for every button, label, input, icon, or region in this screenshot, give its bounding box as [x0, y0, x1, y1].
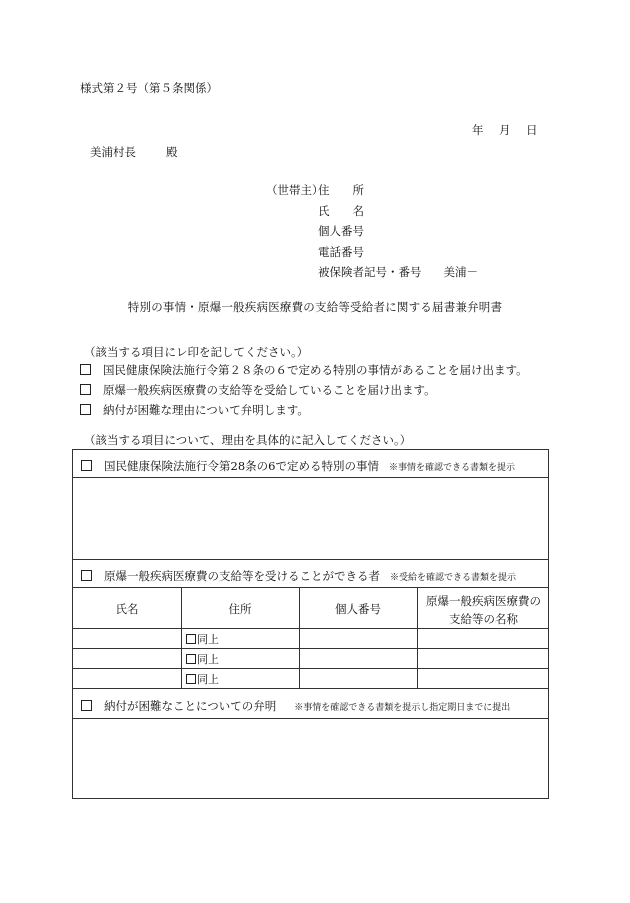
date-year: 年 — [472, 123, 484, 137]
col-header-name: 氏名 — [115, 602, 139, 616]
checkbox[interactable] — [81, 570, 92, 581]
field-personal-number: 個人番号 — [318, 224, 364, 238]
field-phone: 電話番号 — [318, 244, 364, 259]
addressee-name: 美浦村長 — [90, 145, 136, 159]
addressee — [90, 144, 178, 160]
document-title: 特別の事情・原爆一般疾病医療費の支給等受給者に関する届書兼弁明書 — [127, 300, 503, 314]
special-reason-input[interactable] — [73, 478, 548, 558]
divider — [73, 668, 548, 669]
checkbox[interactable] — [80, 364, 91, 375]
date-day: 日 — [526, 123, 538, 137]
field-insured-number — [318, 264, 478, 285]
divider — [73, 559, 548, 560]
explain-reason-input[interactable] — [73, 719, 548, 798]
same-address-option[interactable]: 同上 — [186, 671, 219, 687]
reason-form-table — [72, 449, 549, 799]
checkbox[interactable] — [186, 634, 196, 644]
applicant-fields — [318, 182, 478, 285]
section-explain-header: 納付が困難なことについての弁明 ※事情を確認できる書類を提示し指定期日までに提出 — [81, 698, 510, 714]
col-header-benefit: 原爆一般疾病医療費の 支給等の名称 — [426, 594, 541, 626]
insured-label: 被保険者記号・番号 — [318, 265, 422, 279]
check-item-explain[interactable]: 納付が困難な理由について弁明します。 — [80, 402, 528, 422]
insured-value: 美浦－ — [443, 265, 478, 279]
addressee-honorific: 殿 — [166, 145, 178, 159]
check-item-atomic[interactable]: 原爆一般疾病医療費の支給等を受給していることを届け出ます。 — [80, 382, 528, 402]
checklist — [80, 362, 528, 422]
col-header-address: 住所 — [228, 602, 252, 616]
same-address-option[interactable]: 同上 — [186, 651, 219, 667]
instruction-check: （該当する項目にレ印を記してください。） — [84, 345, 309, 359]
form-number: 様式第２号（第５条関係） — [80, 81, 218, 95]
checkbox[interactable] — [81, 700, 92, 711]
checkbox[interactable] — [81, 460, 92, 471]
checkbox[interactable] — [80, 404, 91, 415]
check-item-special[interactable]: 国民健康保険法施行令第２８条の６で定める特別の事情があることを届け出ます。 — [80, 362, 528, 382]
date-month: 月 — [499, 123, 511, 137]
checkbox[interactable] — [186, 654, 196, 664]
field-address: 住 所 — [318, 183, 364, 197]
checkbox[interactable] — [186, 674, 196, 684]
same-address-option[interactable]: 同上 — [186, 631, 219, 647]
divider — [73, 587, 548, 588]
field-name: 氏 名 — [318, 203, 364, 218]
divider — [73, 628, 548, 629]
col-header-personal-number: 個人番号 — [335, 602, 381, 616]
instruction-reason: （該当する項目について、理由を具体的に記入してください。） — [84, 433, 412, 447]
divider — [73, 648, 548, 649]
checkbox[interactable] — [80, 384, 91, 395]
section-atomic-header: 原爆一般疾病医療費の支給等を受けることができる者 ※受給を確認できる書類を提示 — [81, 568, 516, 584]
date-line — [472, 122, 553, 138]
section-special-header: 国民健康保険法施行令第28条の6で定める特別の事情 ※事情を確認できる書類を提示 — [81, 458, 515, 474]
divider — [73, 688, 548, 689]
householder-label: （世帯主） — [266, 183, 324, 197]
